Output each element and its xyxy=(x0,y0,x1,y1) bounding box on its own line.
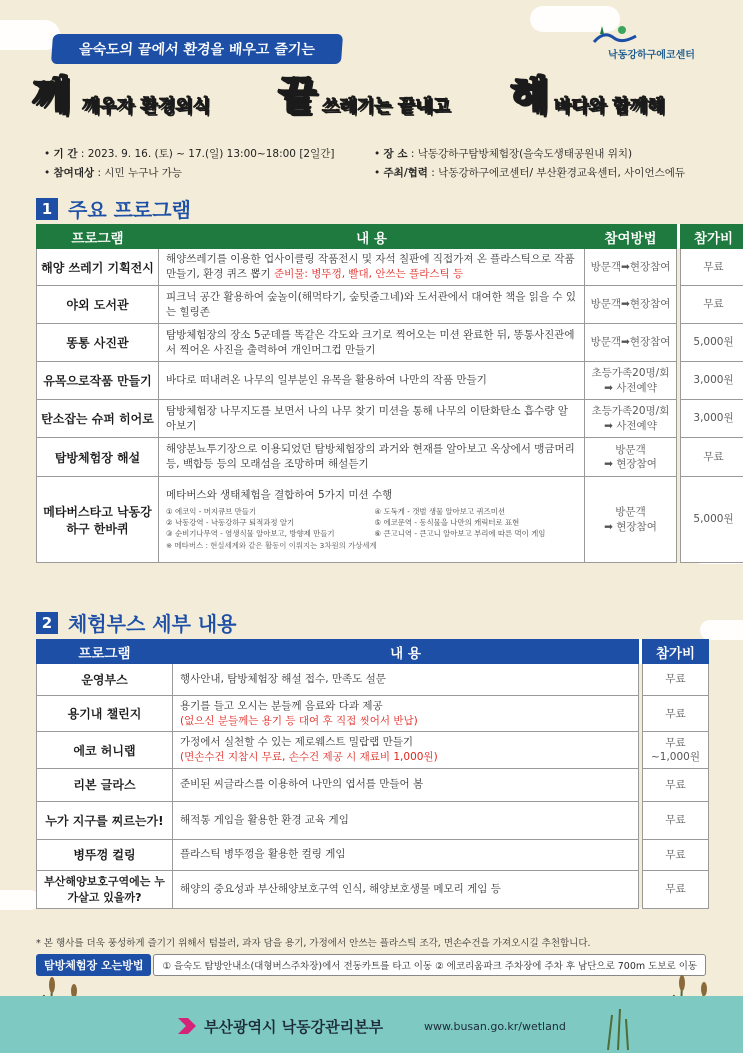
program-name: 똥통 사진관 xyxy=(37,324,159,362)
program-method xyxy=(585,400,677,438)
footer-url: www.busan.go.kr/wetland xyxy=(424,1020,566,1033)
program-method-top: 초등가족20명/회 xyxy=(591,405,670,418)
header-fee: 참가비 xyxy=(643,640,709,664)
footnote: * 본 행사를 더욱 풍성하게 즐기기 위해서 텀블러, 과자 담을 용기, 가정에서 안쓰는 플라스틱 조각, 면손수건을 가져오시길 추천합니다. xyxy=(36,938,591,949)
section1-title xyxy=(36,194,191,223)
booth-name: 에코 허니랩 xyxy=(37,732,173,768)
section2-number: 2 xyxy=(36,612,58,634)
info-period-value: 2023. 9. 16. (토) ~ 17.(일) 13:00~18:00 [2일간] xyxy=(87,148,335,160)
table-row xyxy=(37,438,743,477)
mission-item: ② 낙동강역 - 낙동강하구 퇴적과정 알기 xyxy=(166,517,295,527)
section2-title xyxy=(36,608,237,637)
table-row xyxy=(37,664,709,696)
table-row xyxy=(37,400,743,438)
mission-item: ④ 도둑게 - 갯벌 생물 알아보고 퀴즈미션 xyxy=(374,506,505,516)
table-row xyxy=(37,870,709,908)
mission-item: ⑤ 에코문역 - 동식물을 나만의 캐릭터로 표현 xyxy=(374,517,520,527)
program-desc xyxy=(159,477,585,563)
info-place-label: 장 소 xyxy=(383,148,408,160)
booth-name: 운영부스 xyxy=(37,664,173,696)
eco-center-logo-icon xyxy=(592,24,638,46)
eco-center-logo xyxy=(586,20,716,70)
program-desc-text: 해양쓰레기를 이용한 업사이클링 작품전시 및 자석 칠판에 직접가져 온 플라스틱으로 작품 만들기, 환경 퀴즈 뽑기 xyxy=(166,253,575,280)
booth-desc-note: (없으신 분들께는 용기 등 대여 후 직접 씻어서 반납) xyxy=(180,714,418,727)
program-fee: 무료 xyxy=(681,249,743,286)
program-fee: 3,000원 xyxy=(681,400,743,438)
program-method-top: 방문객 xyxy=(615,443,646,456)
booth-fee: 무료 xyxy=(643,664,709,696)
header-method: 참여방법 xyxy=(585,225,677,249)
table-row xyxy=(37,696,709,732)
metaverse-note: ※ 메타버스 : 현실세계와 같은 활동이 이뤄지는 3차원의 가상세계 xyxy=(166,540,377,550)
booth-desc: 준비된 씨글라스를 이용하여 나만의 엽서를 만들어 봄 xyxy=(173,768,639,801)
booth-name: 누가 지구를 찌르는가! xyxy=(37,801,173,839)
info-host-label: 주최/협력 xyxy=(383,167,428,179)
program-desc: 해양분뇨투기장으로 이용되었던 탐방체험장의 과거와 현재를 알아보고 옥상에서 맹금머리등, 백합등 등의 모래섬을 조망하며 해설듣기 xyxy=(159,438,585,477)
info-host: • 주최/협력 : 낙동강하구에코센터/ 부산환경교육센터, 사이언스에듀 xyxy=(374,167,686,179)
booth-name: 리본 글라스 xyxy=(37,768,173,801)
booth-desc: 플라스틱 병뚜껑을 활용한 컬링 게임 xyxy=(173,839,639,870)
cloud-decoration xyxy=(700,620,743,640)
busan-logo-icon xyxy=(176,1016,198,1036)
program-desc: 바다로 떠내려온 나무의 일부분인 유목을 활용하여 나만의 작품 만들기 xyxy=(159,362,585,400)
program-method xyxy=(585,438,677,477)
program-fee: 5,000원 xyxy=(681,477,743,563)
program-desc-note: 준비물: 병뚜껑, 빨대, 안쓰는 플라스틱 등 xyxy=(273,268,464,280)
info-target: • 참여대상 : 시민 누구나 가능 xyxy=(44,167,183,179)
booth-fee-top: 무료 xyxy=(665,736,686,749)
directions xyxy=(36,954,706,976)
booth-fee xyxy=(643,732,709,768)
main-program-table xyxy=(36,224,743,563)
program-method-bottom: ➡ 사전예약 xyxy=(604,381,657,394)
booth-table xyxy=(36,639,709,909)
table-row xyxy=(37,839,709,870)
cloud-decoration xyxy=(0,20,60,50)
booth-desc xyxy=(173,732,639,768)
program-method-bottom: ➡ 현장참여 xyxy=(604,520,657,533)
booth-name: 부산해양보호구역에는 누가살고 있을까? xyxy=(37,870,173,908)
section1-number: 1 xyxy=(36,198,58,220)
header-content: 내 용 xyxy=(173,640,639,664)
event-subtitle: 을숙도의 끝에서 환경을 배우고 즐기는 xyxy=(51,34,343,64)
program-method: 방문객➡현장참여 xyxy=(585,324,677,362)
mission-item: ① 에코익 - 머지큐브 만들기 xyxy=(166,506,257,516)
program-desc xyxy=(159,249,585,286)
table-row xyxy=(37,362,743,400)
program-name: 메타버스타고 낙동강하구 한바퀴 xyxy=(37,477,159,563)
section2-heading: 체험부스 세부 내용 xyxy=(68,612,237,636)
program-method xyxy=(585,477,677,563)
booth-fee: 무료 xyxy=(643,801,709,839)
headline-char-1: 깨 xyxy=(32,73,71,119)
table-row xyxy=(37,477,743,563)
info-place-value: 낙동강하구탐방체험장(을숙도생태공원내 위치) xyxy=(417,148,633,160)
booth-name: 용기내 챌린지 xyxy=(37,696,173,732)
program-name: 유목으로작품 만들기 xyxy=(37,362,159,400)
booth-desc: 해양의 중요성과 부산해양보호구역 인식, 해양보호생물 메모리 게임 등 xyxy=(173,870,639,908)
program-name: 야외 도서관 xyxy=(37,286,159,324)
program-method-top: 방문객 xyxy=(615,506,646,519)
info-target-label: 참여대상 xyxy=(53,167,95,179)
info-target-value: 시민 누구나 가능 xyxy=(104,167,183,179)
program-name: 해양 쓰레기 기획전시 xyxy=(37,249,159,286)
program-method-bottom: ➡ 현장참여 xyxy=(604,458,657,470)
directions-label: 탐방체험장 오는방법 xyxy=(36,954,151,976)
header-fee: 참가비 xyxy=(681,225,743,249)
headline-char-3: 해 xyxy=(510,73,549,119)
headline-phrase-2: 쓰레기는 끝내고 xyxy=(322,96,450,117)
program-desc: 탐방체험장 나무지도를 보면서 나의 나무 찾기 미션을 통해 나무의 이탄화탄소 흡수량 알아보기 xyxy=(159,400,585,438)
booth-desc: 행사안내, 탐방체험장 해설 접수, 만족도 설문 xyxy=(173,664,639,696)
program-fee: 5,000원 xyxy=(681,324,743,362)
cloud-decoration xyxy=(0,890,40,910)
booth-fee: 무료 xyxy=(643,696,709,732)
program-method xyxy=(585,362,677,400)
info-period: • 기 간 : 2023. 9. 16. (토) ~ 17.(일) 13:00~18:00 [2일간] xyxy=(44,148,335,160)
booth-desc-note: (면손수건 지참시 무료, 손수건 제공 시 재료비 1,000원) xyxy=(180,751,438,764)
mission-item: ③ 순비기나무역 - 염생식물 알아보고, 방향제 만들기 xyxy=(166,528,335,538)
table-header-row xyxy=(37,225,743,249)
header-program: 프로그램 xyxy=(37,640,173,664)
booth-desc xyxy=(173,696,639,732)
program-name: 탐방체험장 해설 xyxy=(37,438,159,477)
table-row xyxy=(37,768,709,801)
headline xyxy=(20,70,730,136)
booth-desc: 해적통 게임을 활용한 환경 교육 게임 xyxy=(173,801,639,839)
program-method-top: 초등가족20명/회 xyxy=(591,367,670,380)
mission-list xyxy=(166,506,577,539)
table-header-row xyxy=(37,640,709,664)
headline-phrase-1: 깨우자 환경의식 xyxy=(82,96,210,117)
header-program: 프로그램 xyxy=(37,225,159,249)
info-place: • 장 소 : 낙동강하구탐방체험장(을숙도생태공원내 위치) xyxy=(374,148,633,160)
mission-item: ⑥ 큰고니역 - 큰고니 알아보고 부리에 따른 먹이 게임 xyxy=(374,528,546,538)
table-row xyxy=(37,801,709,839)
program-desc-text: 메타버스와 생태체험을 결합하여 5가지 미션 수행 xyxy=(166,488,393,501)
booth-desc-text: 가정에서 실천할 수 있는 제로웨스트 밀랍랩 만들기 xyxy=(180,736,414,749)
program-desc: 피크닉 공간 활용하여 숲놀이(해먹타기, 숲텃줄그네)와 도서관에서 대여한 책을 읽을 수 있는 힐링존 xyxy=(159,286,585,324)
booth-desc-text: 용기를 들고 오시는 분들께 음료와 다과 제공 xyxy=(180,700,383,712)
booth-name: 병뚜껑 컬링 xyxy=(37,839,173,870)
table-row xyxy=(37,324,743,362)
program-fee: 3,000원 xyxy=(681,362,743,400)
booth-fee: 무료 xyxy=(643,839,709,870)
table-row xyxy=(37,732,709,768)
info-host-value: 낙동강하구에코센터/ 부산환경교육센터, 사이언스에듀 xyxy=(438,167,686,179)
program-method: 방문객➡현장참여 xyxy=(585,249,677,286)
reed-decoration-footer xyxy=(600,1005,640,1050)
program-fee: 무료 xyxy=(681,438,743,477)
program-name: 탄소잡는 슈퍼 히어로 xyxy=(37,400,159,438)
directions-text: ① 을숙도 탐방안내소(대형버스주차장)에서 전동카트를 타고 이동 ② 에코리움파크 주차장에 주차 후 남단으로 700m 도보로 이동 xyxy=(153,954,706,976)
table-row xyxy=(37,286,743,324)
booth-fee: 무료 xyxy=(643,870,709,908)
footer-org: 부산광역시 낙동강관리본부 xyxy=(204,1018,384,1036)
booth-fee: 무료 xyxy=(643,768,709,801)
booth-fee-bottom: ~1,000원 xyxy=(650,751,700,764)
program-desc: 탐방체험장의 장소 5군데를 똑같은 각도와 크기로 찍어오는 미션 완료한 뒤, 똥통사진관에서 찍어온 사진을 출력하여 개인머그컵 만들기 xyxy=(159,324,585,362)
header-content: 내 용 xyxy=(159,225,585,249)
program-method-bottom: ➡ 사전예약 xyxy=(604,419,657,432)
program-fee: 무료 xyxy=(681,286,743,324)
table-row xyxy=(37,249,743,286)
section1-heading: 주요 프로그램 xyxy=(68,198,191,222)
info-period-label: 기 간 xyxy=(53,148,78,160)
headline-char-2: 끝 xyxy=(278,73,317,119)
headline-phrase-3: 바다와 함께해 xyxy=(554,96,665,117)
program-method: 방문객➡현장참여 xyxy=(585,286,677,324)
eco-center-logo-text: 낙동강하구에코센터 xyxy=(608,50,695,61)
